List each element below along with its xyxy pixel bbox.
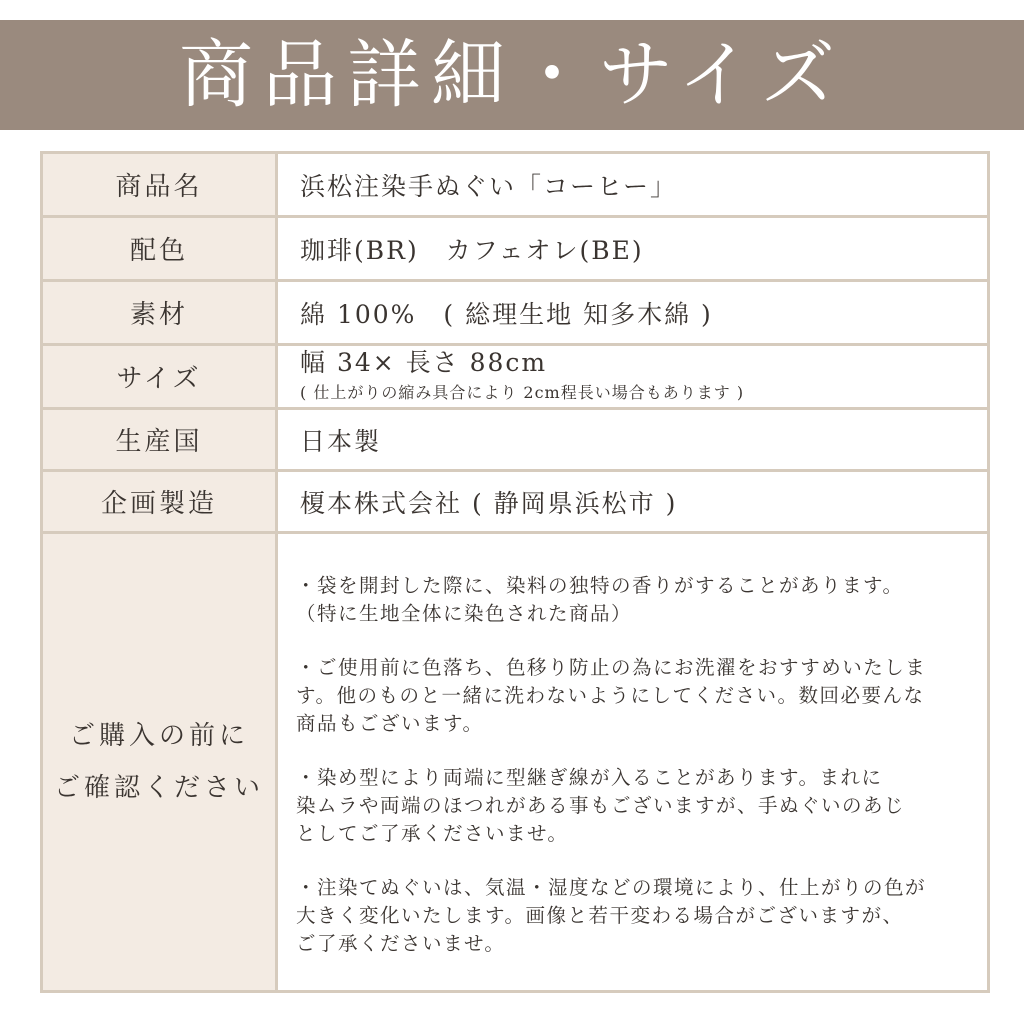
row-label: 商品名 bbox=[43, 154, 278, 215]
row-value-cell bbox=[278, 154, 987, 215]
table-row-material bbox=[43, 282, 987, 346]
row-label: 素材 bbox=[43, 282, 278, 343]
row-value: 珈琲(BR) カフェオレ(BE) bbox=[300, 235, 644, 265]
row-value: 榎本株式会社 ( 静岡県浜松市 ) bbox=[300, 488, 678, 518]
row-value-cell bbox=[278, 346, 987, 407]
row-value-cell bbox=[278, 218, 987, 279]
notice-label-line: ご購入の前に bbox=[68, 721, 249, 751]
size-note: ( 仕上がりの縮み具合により 2cm程長い場合もあります ) bbox=[300, 383, 745, 402]
row-label: 配色 bbox=[43, 218, 278, 279]
notice-paragraph: ・袋を開封した際に、染料の独特の香りがすることがあります。 （特に生地全体に染色された商品） bbox=[296, 574, 904, 625]
row-value: 綿 100% ( 総理生地 知多木綿 ) bbox=[300, 299, 713, 329]
row-value: 幅 34× 長さ 88cm bbox=[300, 348, 548, 377]
row-label: 企画製造 bbox=[43, 472, 278, 531]
notice-label bbox=[43, 534, 278, 990]
row-value-cell bbox=[278, 410, 987, 469]
table-row-origin bbox=[43, 410, 987, 472]
row-label: 生産国 bbox=[43, 410, 278, 469]
table-row-manufacturer bbox=[43, 472, 987, 534]
table-row-notice bbox=[43, 534, 987, 990]
table-row-product-name bbox=[43, 154, 987, 218]
notice-label-line: ご確認ください bbox=[53, 773, 264, 803]
notice-body bbox=[278, 534, 987, 990]
table-row-color bbox=[43, 218, 987, 282]
product-spec-table bbox=[40, 151, 990, 993]
page-title: 商品詳細・サイズ bbox=[178, 32, 846, 118]
notice-paragraph: ・ご使用前に色落ち、色移り防止の為にお洗濯をおすすめいたしま す。他のものと一緒に洗わないようにしてください。数回必要んな 商品もございます。 bbox=[296, 656, 927, 735]
row-value: 浜松注染手ぬぐい「コーヒー」 bbox=[300, 171, 678, 201]
table-row-size bbox=[43, 346, 987, 410]
row-value: 日本製 bbox=[300, 426, 382, 456]
header-banner bbox=[0, 20, 1024, 130]
row-label: サイズ bbox=[43, 346, 278, 407]
row-value-cell bbox=[278, 282, 987, 343]
row-value-cell bbox=[278, 472, 987, 531]
notice-paragraph: ・染め型により両端に型継ぎ線が入ることがあります。まれに 染ムラや両端のほつれがある事もございますが、手ぬぐいのあじ としてご了承くださいませ。 bbox=[296, 766, 906, 845]
notice-paragraph: ・注染てぬぐいは、気温・湿度などの環境により、仕上がりの色が 大きく変化いたします。画像と若干変わる場合がございますが、 ご了承くださいませ。 bbox=[296, 876, 927, 955]
